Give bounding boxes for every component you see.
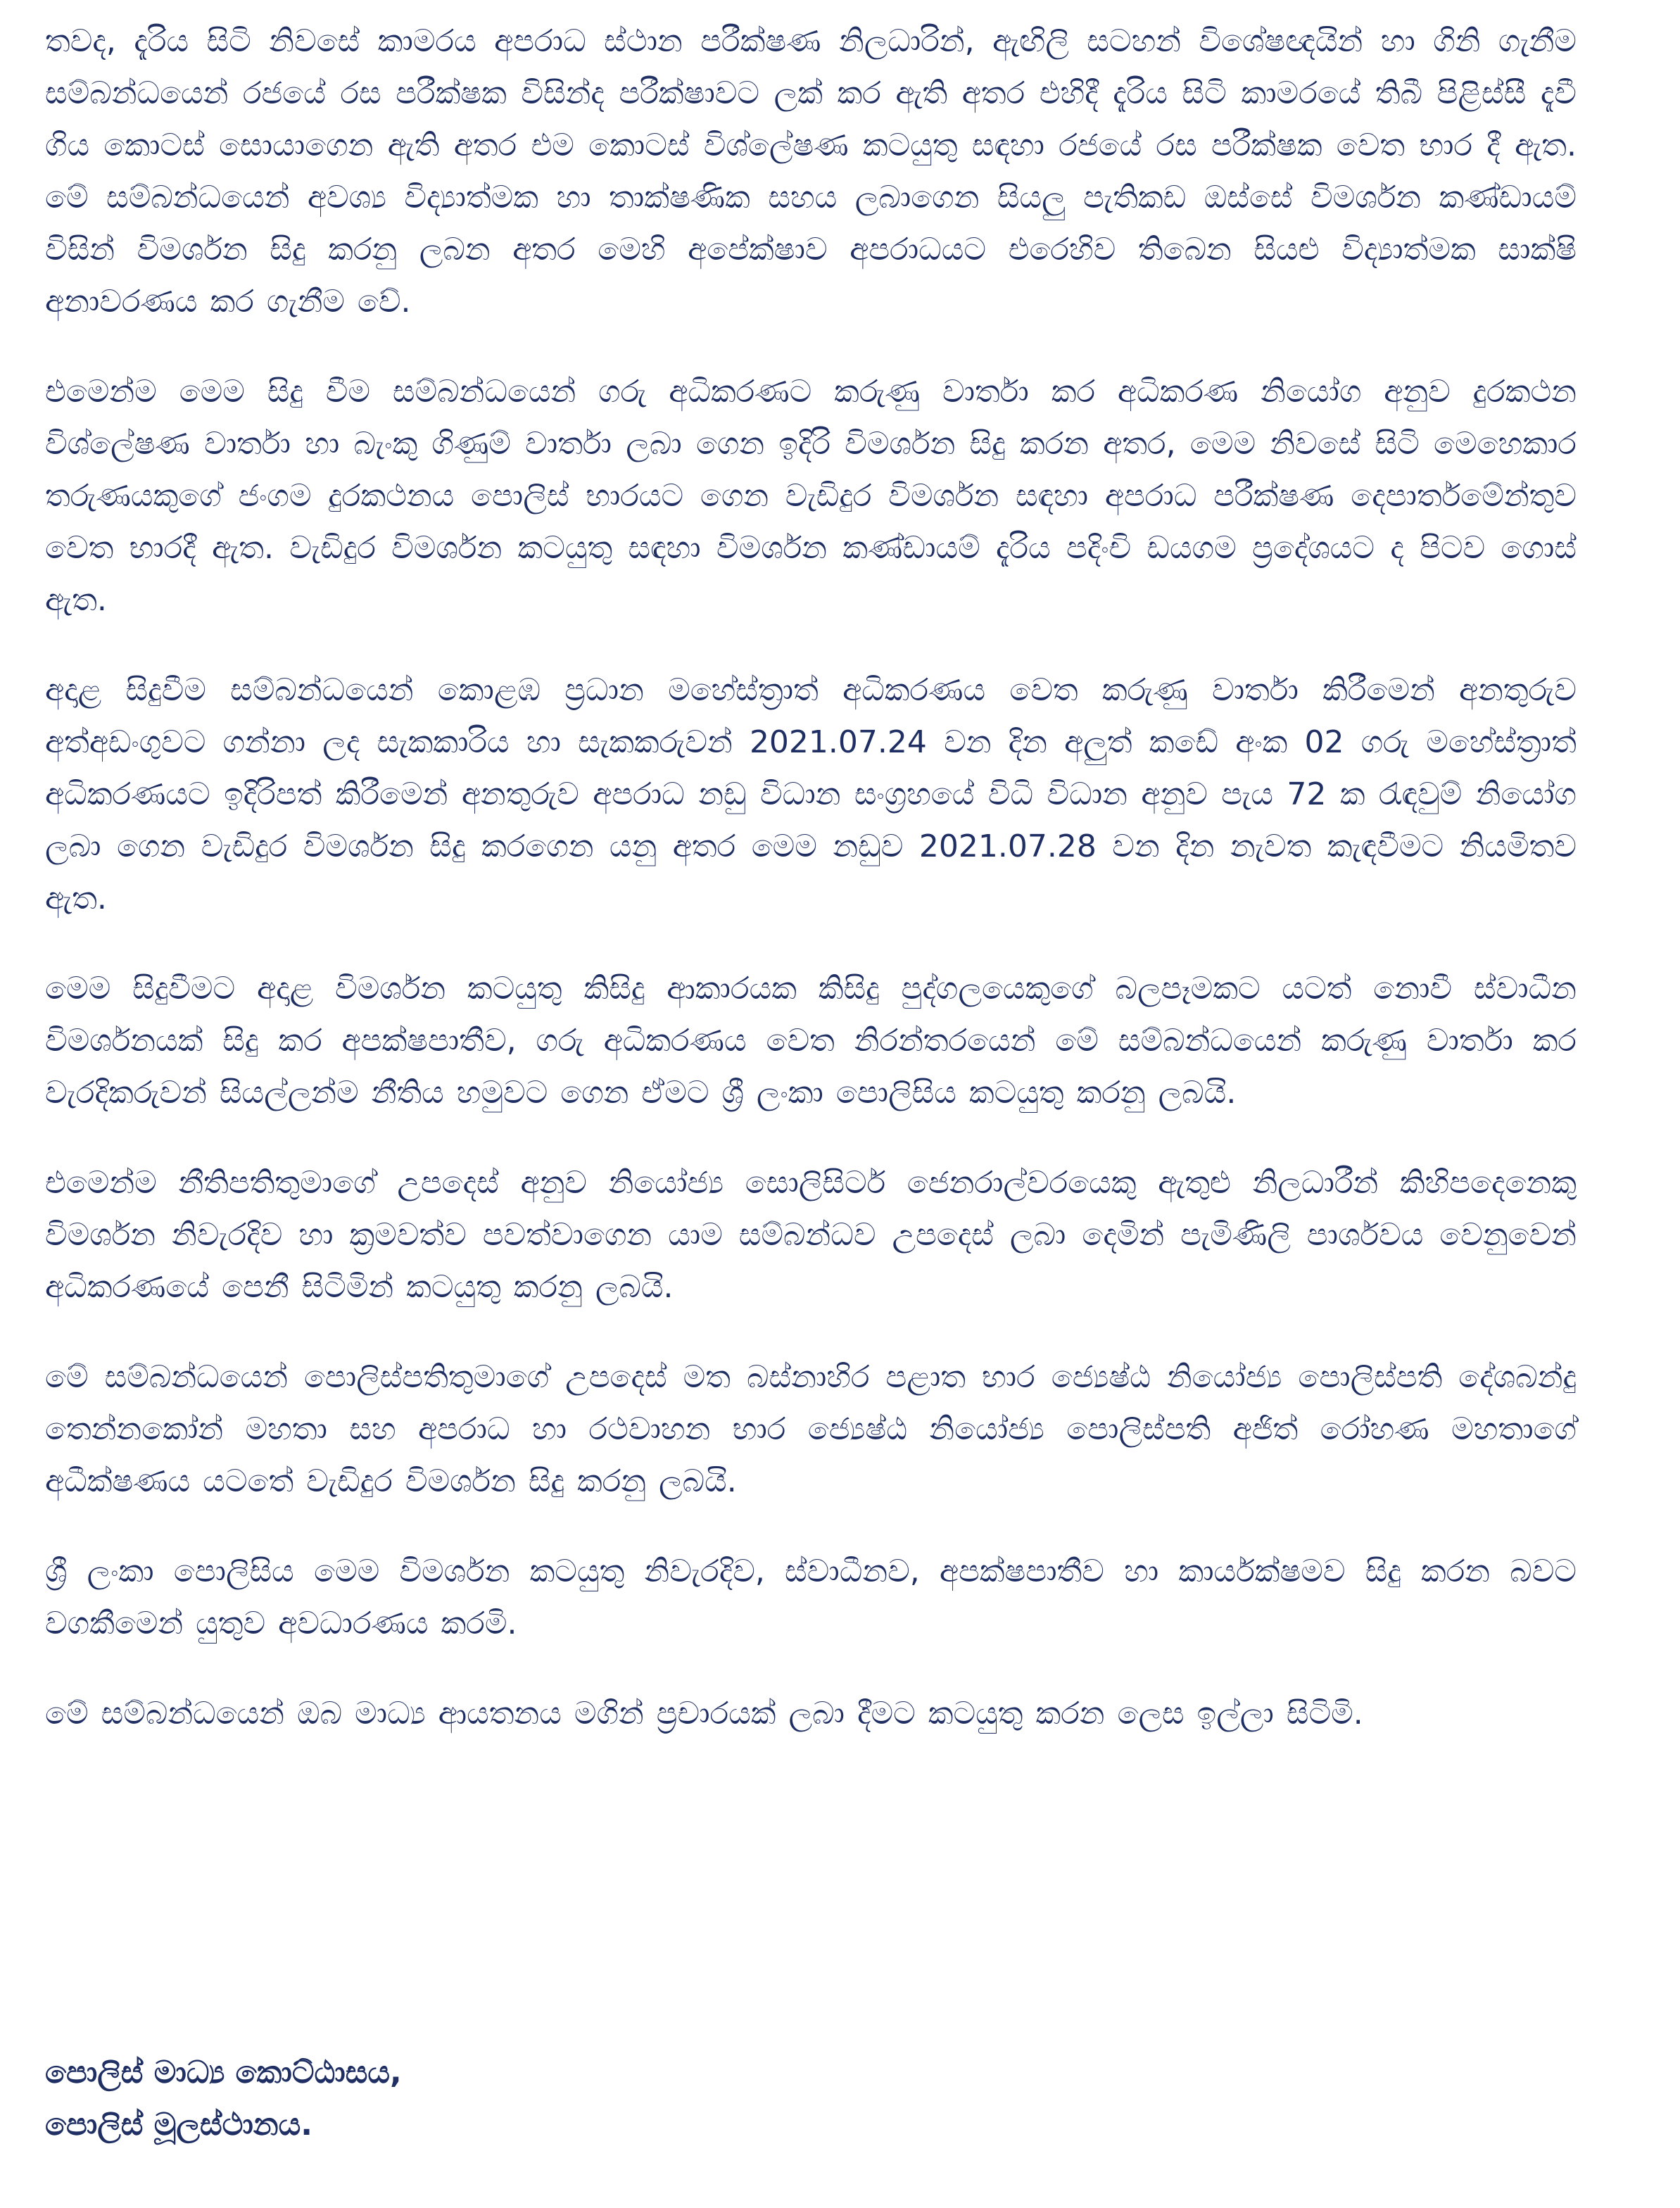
signature-division: පොලිස් මාධ්‍ය කොට්ඨාසය, [45, 2055, 402, 2090]
paragraph-supervision: මේ සම්බන්ධයෙන් පොලිස්පතිතුමාගේ උපදෙස් මත බස්නාහිර පළාත භාර ජ්‍යෙෂ්ඨ නියෝජ්‍ය පොලිස්පති දේශබන්දු තෙන්නකෝන් මහතා සහ අපරාධ හා රථවාහන භාර ජ්‍යෙෂ්ඨ නියෝජ්‍ය පොලිස්පති අජිත් රෝහණ මහතාගේ අධීක්ෂණය යටතේ වැඩිදුර විමර්ශන සිදු කරනු ලබයි. [45, 1359, 1577, 1499]
paragraph-court-orders-phone-analysis: එමෙන්ම මෙම සිදු වීම සම්බන්ධයෙන් ගරු අධිකරණට කරුණු වාර්තා කර අධිකරණ නියෝග අනුව දුරකථන විශ්ලේෂණ වාර්තා හා බැංකු ගිණුම් වාර්තා ලබා ගෙන ඉදිරි විමර්ශන සිදු කරන අතර, මෙම නිවසේ සිටි මෙහෙකාර තරුණයකුගේ ජංගම දුරකථනය පොලිස් භාරයට ගෙන වැඩිදුර විමර්ශන සඳහා අපරාධ පරීක්ෂණ දෙපාර්තමේන්තුව වෙත භාරදී ඇත. වැඩිදුර විමර්ශන කටයුතු සඳහා විමර්ශන කණ්ඩායම් දැරිය පදිංචි ඩයගම ප්‍රදේශයට ද පිටව ගොස් ඇත. [45, 374, 1577, 618]
signature-headquarters: පොලිස් මූලස්ථානය. [45, 2107, 312, 2143]
press-release-body [45, 15, 1577, 1740]
paragraph-police-assurance: ශ්‍රී ලංකා පොලිසිය මෙම විමර්ශන කටයුතු නිවැරදිව, ස්වාධීනව, අපක්ෂපාතීව හා කාර්යක්ෂමව සිදු කරන බවට වගකීමෙන් යුතුව අවධාරණය කරමි. [45, 1553, 1577, 1641]
signature-block [45, 2047, 402, 2151]
paragraph-suspects-remand: අදාළ සිදුවීම සම්බන්ධයෙන් කොළඹ ප්‍රධාන මහේස්ත්‍රාත් අධිකරණය වෙත කරුණු වාර්තා කිරීමෙන් අනතුරුව අත්අඩංගුවට ගන්නා ලද සැකකාරිය හා සැකකරුවන් 2021.07.24 වන දින අලුත් කඩේ අංක 02 ගරු මහේස්ත්‍රාත් අධිකරණයට ඉදිරිපත් කිරීමෙන් අනතුරුව අපරාධ නඩු විධාන සංග්‍රහයේ විධි විධාන අනුව පැය 72 ක රැඳවුම් නියෝග ලබා ගෙන වැඩිදුර විමර්ශන සිදු කරගෙන යනු අතර මෙම නඩුව 2021.07.28 වන දින නැවත කැඳවීමට නියමිතව ඇත. [45, 672, 1577, 916]
paragraph-independent-investigation: මෙම සිදුවීමට අදාළ විමර්ශන කටයුතු කිසිදු ආකාරයක කිසිදු පුද්ගලයෙකුගේ බලපෑමකට යටත් නොවී ස්වාධීන විමර්ශනයක් සිදු කර අපක්ෂපාතීව, ගරු අධිකරණය වෙත නිරන්තරයෙන් මේ සම්බන්ධයෙන් කරුණු වාර්තා කර වැරදිකරුවන් සියල්ලන්ම නීතිය හමුවට ගෙන ඒමට ශ්‍රී ලංකා පොලිසිය කටයුතු කරනු ලබයි. [45, 971, 1577, 1111]
paragraph-solicitor-general-advice: එමෙන්ම නීතිපතිතුමාගේ උපදෙස් අනුව නියෝජ්‍ය සොලිසිටර් ජෙනරාල්වරයෙකු ඇතුළු නිලධාරීන් කිහිපදෙනෙකු විමර්ශන නිවැරදිව හා ක්‍රමවත්ව පවත්වාගෙන යාම සම්බන්ධව උපදෙස් ලබා දෙමින් පැමිණිලි පාර්ශවය වෙනුවෙන් අධිකරණයේ පෙනී සිටිමින් කටයුතු කරනු ලබයි. [45, 1165, 1577, 1305]
paragraph-media-request: මේ සම්බන්ධයෙන් ඔබ මාධ්‍ය ආයතනය මගින් ප්‍රචාරයක් ලබා දීමට කටයුතු කරන ලෙස ඉල්ලා සිටිමි. [45, 1696, 1363, 1731]
paragraph-crime-scene-investigation: තවද, දැරිය සිටි නිවසේ කාමරය අපරාධ ස්ථාන පරීක්ෂණ නිලධාරින්, ඇඟිලි සටහන් විශේෂඥයින් හා ගිනි ගැනීම සම්බන්ධයෙන් රජයේ රස පරීක්ෂක විසින්ද පරීක්ෂාවට ලක් කර ඇති අතර එහිදී දැරිය සිටි කාමරයේ තිබී පිළිස්සී දැවී ගිය කොටස් සොයාගෙන ඇති අතර එම කොටස් විශ්ලේෂණ කටයුතු සඳහා රජයේ රස පරීක්ෂක වෙත භාර දී ඇත. මේ සම්බන්ධයෙන් අවශ්‍ය විද්‍යාත්මක හා තාක්ෂණික සහය ලබාගෙන සියලු පැතිකඩ ඔස්සේ විමර්ශන කණ්ඩායම් විසින් විමර්ශන සිදු කරනු ලබන අතර මෙහි අපේක්ෂාව අපරාධයට එරෙහිව තිබෙන සියළු විද්‍යාත්මක සාක්ෂි අනාවරණය කර ගැනීම වේ. [45, 23, 1577, 320]
